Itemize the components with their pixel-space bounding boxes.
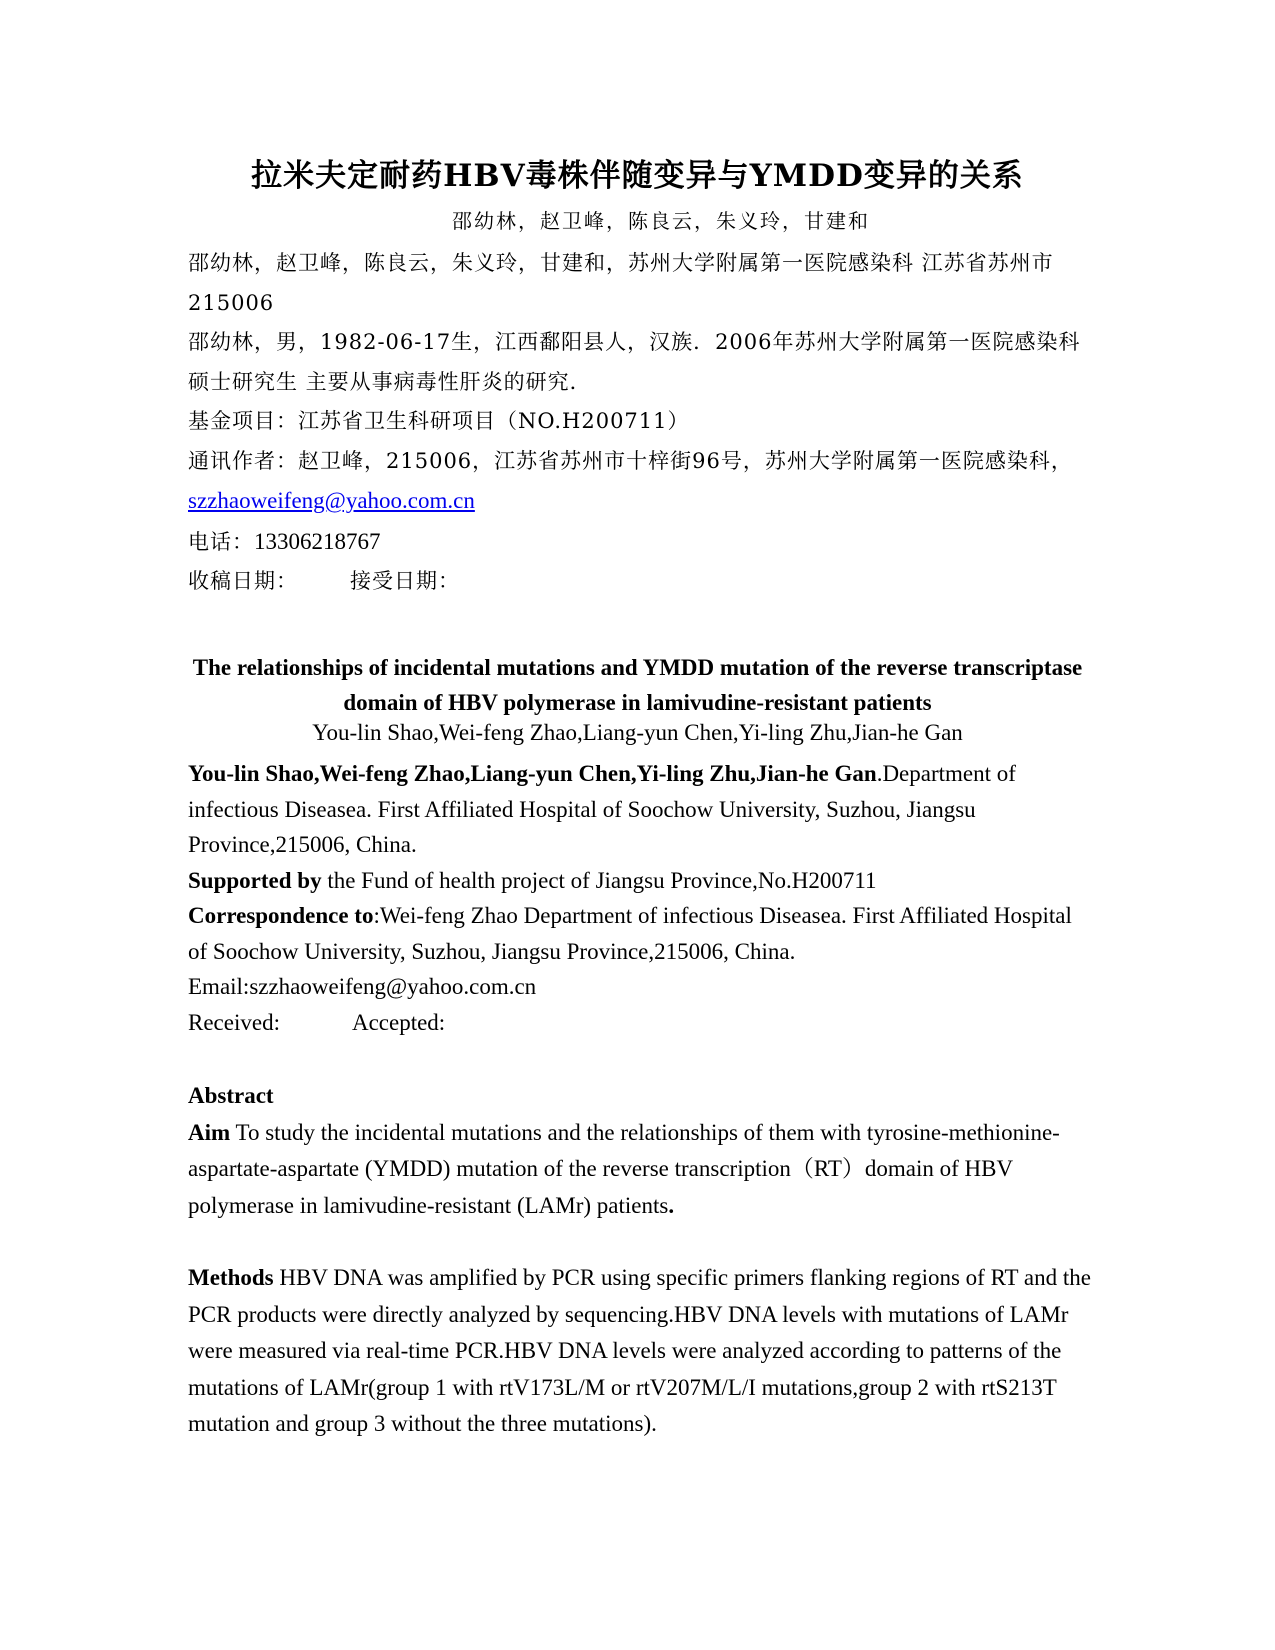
english-authors: You-lin Shao,Wei-feng Zhao,Liang-yun Chen,Yi-ling Zhu,Jian-he Gan [312,720,963,745]
chinese-correspondence-text: 通讯作者：赵卫峰，215006，江苏省苏州市十梓街96号，苏州大学附属第一医院感染科， [188,448,1073,473]
english-affiliation-authors: You-lin Shao,Wei-feng Zhao,Liang-yun Chen,Yi-ling Zhu,Jian-he Gan [188,761,877,786]
chinese-phone [188,522,1093,563]
phone-number: 13306218767 [254,528,381,554]
english-front-matter [188,756,1093,1040]
methods-text: HBV DNA was amplified by PCR using specific primers flanking regions of RT and the PCR products were directly analyzed by sequencing.HBV DNA levels with mutations of LAMr were measured via real-time PCR.HBV DNA levels were analyzed according to patterns of the mutations of LAMr(group 1 with rtV173L/M or rtV207M/L/I mutations,group 2 with rtS213T mutation and group 3 without the three mutations). [188,1265,1091,1436]
chinese-dates [188,562,1093,602]
abstract-section [188,1078,1093,1443]
supported-text: the Fund of health project of Jiangsu Province,No.H200711 [321,867,877,893]
phone-label: 电话： [188,529,254,554]
aim-text: To study the incidental mutations and the relationships of them with tyrosine-methionine-aspartate-aspartate (YMDD) mutation of the reverse transcription（RT）domain of HBV polymerase in lamivudine-resistant (LAMr) patients [188,1119,1060,1218]
accepted-label-en: Accepted: [351,1009,446,1035]
supported-label: Supported by [188,867,322,893]
correspondence-text: :Wei-feng Zhao Department of infectious Diseasea. First Affiliated Hospital of Soochow University, Suzhou, Jiangsu Province,215006, China. [188,903,1072,964]
english-email: Email:szzhaoweifeng@yahoo.com.cn [188,974,537,999]
received-label-cn: 收稿日期： [188,569,298,593]
chinese-author-bio: 邵幼林，男，1982-06-17生，江西鄱阳县人，汉族．2006年苏州大学附属第一医院感染科 硕士研究生 主要从事病毒性肝炎的研究． [188,330,1081,394]
abstract-heading: Abstract [188,1083,274,1108]
correspondence-label: Correspondence to [188,903,374,928]
chinese-title: 拉米夫定耐药HBV毒株伴随变异与YMDD变异的关系 [251,158,1024,194]
methods-label: Methods [188,1265,274,1290]
english-affiliation [188,756,1093,863]
english-supported [188,863,1093,899]
abstract-methods [188,1260,1093,1443]
aim-label: Aim [188,1119,231,1145]
aim-end: . [668,1192,675,1218]
email-link[interactable]: szzhaoweifeng@yahoo.com.cn [188,488,475,513]
accepted-label-cn: 接受日期： [350,569,460,593]
chinese-fund: 基金项目：江苏省卫生科研项目（NO.H200711） [188,409,690,433]
chinese-correspondence [188,442,1093,522]
chinese-authors: 邵幼林，赵卫峰，陈良云，朱义玲，甘建和 [452,209,870,233]
english-title: The relationships of incidental mutations and YMDD mutation of the reverse transcriptase domain of HBV polymerase in lamivudine-resistant patients [192,655,1083,715]
abstract-aim [188,1115,1093,1225]
english-correspondence [188,898,1093,969]
chinese-affiliation: 邵幼林，赵卫峰，陈良云，朱义玲，甘建和，苏州大学附属第一医院感染科 江苏省苏州市 215006 [188,251,1054,315]
chinese-front-matter [188,244,1093,602]
received-label-en: Received: [188,1009,280,1035]
english-affiliation-text: .Department of infectious Diseasea. First Affiliated Hospital of Soochow University, Suzhou, Jiangsu Province,215006, China. [188,761,1016,857]
english-dates [188,1005,1093,1041]
